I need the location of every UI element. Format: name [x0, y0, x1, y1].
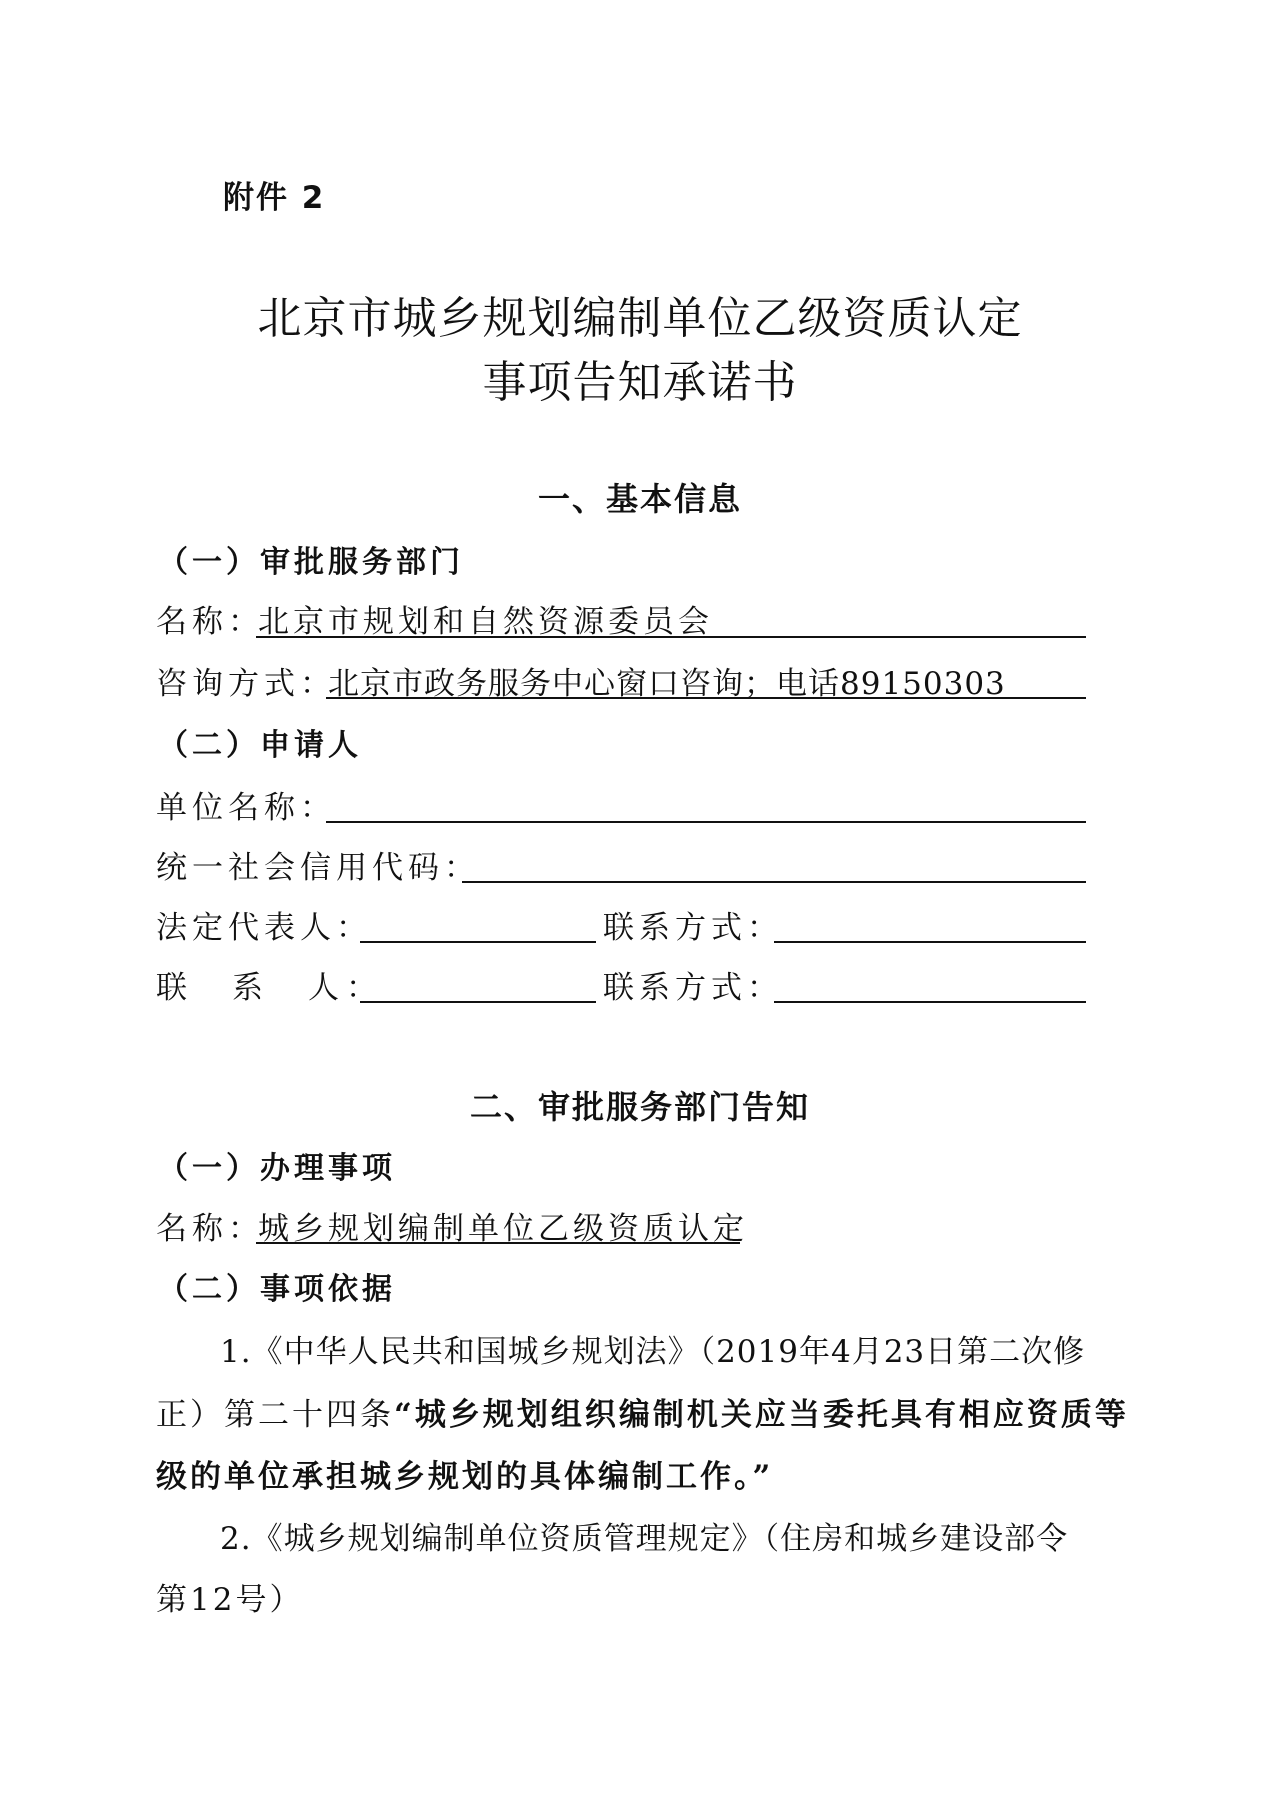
basis1-line1: 1.《中华人民共和国城乡规划法》（2019年4月23日第二次修	[220, 1334, 1086, 1370]
legal-rep-contact-field[interactable]	[774, 941, 1086, 943]
section2-sub2-title: （二）事项依据	[158, 1272, 396, 1307]
legal-rep-field[interactable]	[360, 941, 596, 943]
section2-sub1-title: （一）办理事项	[158, 1151, 396, 1186]
matter-name-label: 名称：	[156, 1211, 264, 1247]
basis2-line1: 2.《城乡规划编制单位资质管理规定》（住房和城乡建设部令	[220, 1521, 1069, 1557]
matter-name-value: 城乡规划编制单位乙级资质认定	[258, 1211, 748, 1247]
basis1-line2	[156, 1389, 1131, 1434]
matter-name-underline	[256, 1242, 740, 1244]
consult-method-label: 咨询方式：	[156, 666, 336, 702]
section1-sub1-title: （一）审批服务部门	[158, 545, 464, 580]
unit-name-field[interactable]	[326, 821, 1086, 823]
document-title-line1: 北京市城乡规划编制单位乙级资质认定	[257, 293, 1023, 344]
legal-rep-contact-label: 联系方式：	[603, 910, 783, 946]
basis1-line3: 级的单位承担城乡规划的具体编制工作。”	[156, 1459, 774, 1495]
section1-title: 一、基本信息	[537, 480, 742, 518]
unit-name-label[interactable]: 单位名称：	[156, 790, 336, 826]
document-title-line2: 事项告知承诺书	[482, 357, 798, 408]
consult-method-underline	[326, 697, 1086, 699]
basis2-line2: 第12号）	[156, 1582, 304, 1618]
attachment-label: 附件 2	[223, 180, 326, 216]
credit-code-field[interactable]	[462, 881, 1086, 883]
legal-rep-label: 法定代表人：	[156, 910, 372, 946]
contact-person-label: 联 系 人：	[156, 970, 384, 1006]
contact-person-field[interactable]	[360, 1001, 596, 1003]
contact-person-contact-label: 联系方式：	[603, 970, 783, 1006]
approval-dept-name-value: 北京市规划和自然资源委员会	[258, 604, 713, 640]
section1-sub2-title: （二）申请人	[158, 728, 362, 763]
contact-person-contact-field[interactable]	[774, 1001, 1086, 1003]
section2-title: 二、审批服务部门告知	[469, 1088, 810, 1126]
approval-dept-name-underline	[256, 636, 1086, 638]
basis1-line2-prefix: 正）第二十四条	[156, 1397, 394, 1433]
credit-code-label: 统一社会信用代码：	[156, 850, 480, 886]
consult-method-value: 北京市政务服务中心窗口咨询；电话89150303	[328, 666, 1006, 702]
approval-dept-name-label: 名称：	[156, 604, 264, 640]
basis1-quote-start: “城乡规划组织编制机关应当委托具有相应资质等	[394, 1397, 1129, 1433]
